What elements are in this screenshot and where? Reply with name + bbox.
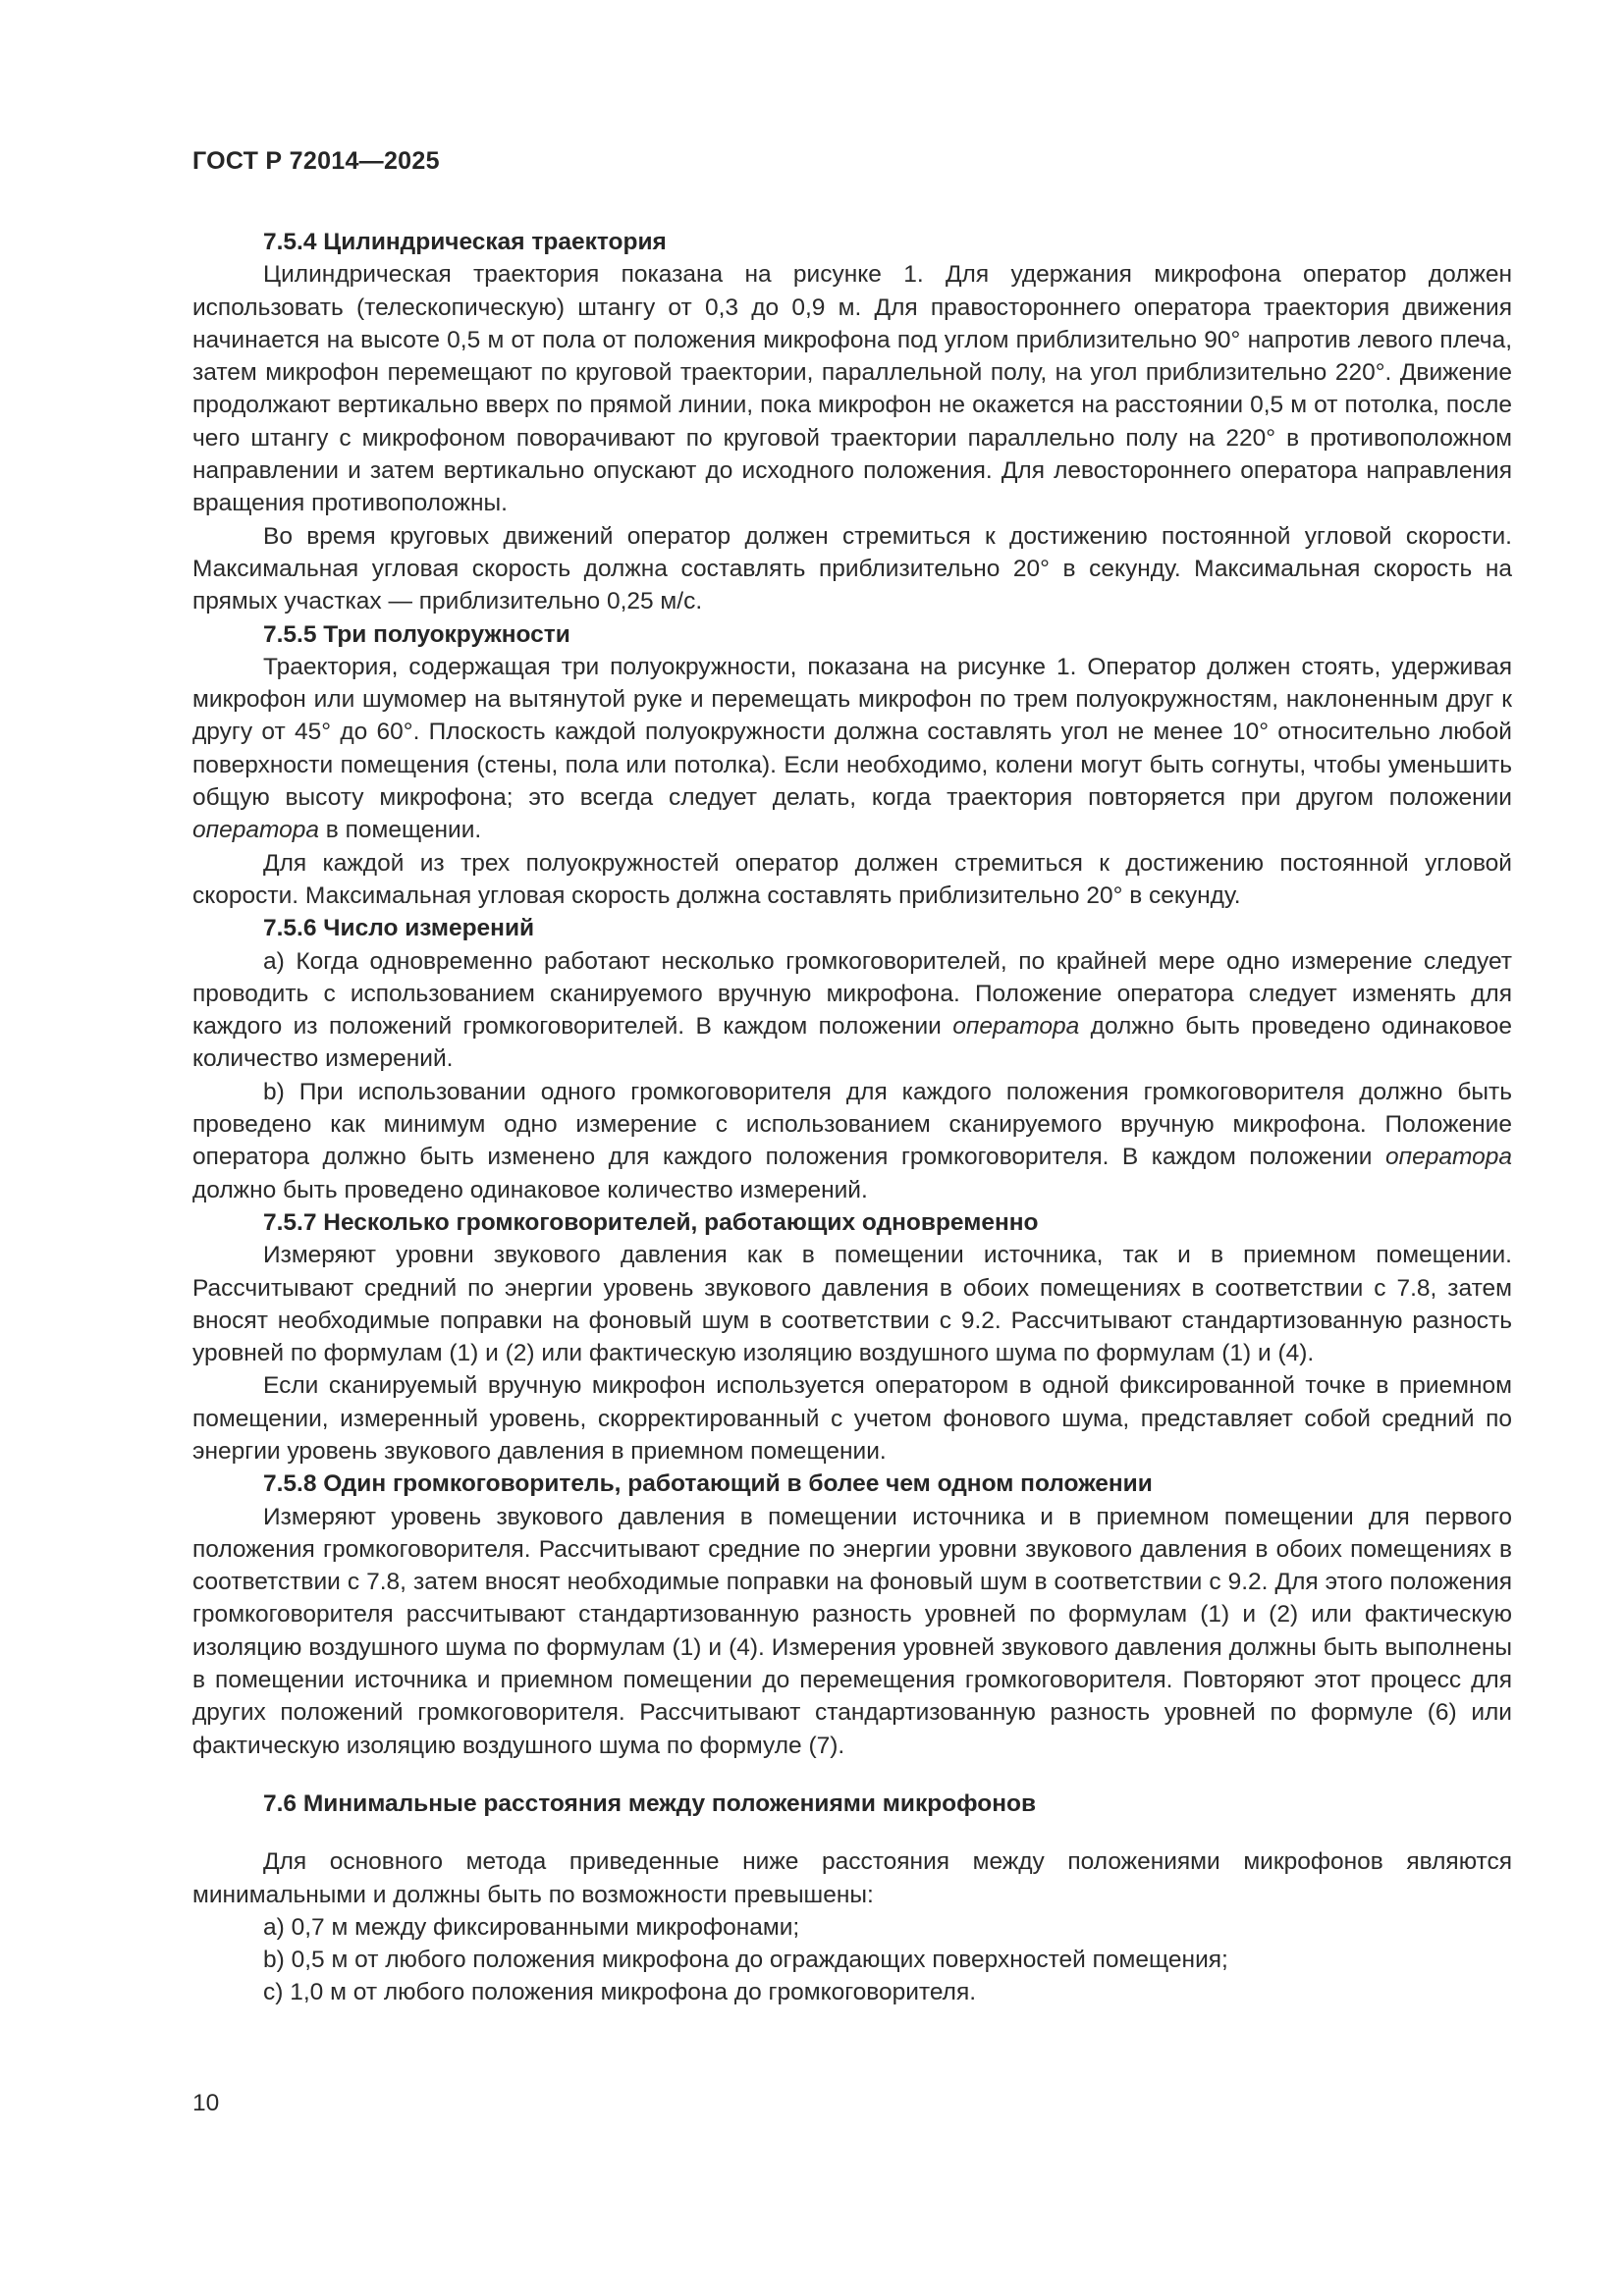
text-run: в помещении. [319, 817, 482, 844]
text-run: должно быть проведено одинаковое количество измерений. [192, 1013, 1512, 1073]
paragraph-7-5-4-2: Во время круговых движений оператор должен стремиться к достижению постоянной угловой скорости. Максимальная угловая скорость должна составлять приблизительно 20° в секунду. Максимальная скорость на прямых участках — приблизительно 0,25 м/с. [192, 522, 1512, 615]
heading-7-5-8: 7.5.8 Один громкоговоритель, работающий в более чем одном положении [263, 1470, 1153, 1498]
list-item-7-6-b: b) 0,5 м от любого положения микрофона до ограждающих поверхностей помещения; [263, 1947, 1228, 1974]
text-run: должно быть проведено одинаковое количество измерений. [192, 1176, 868, 1203]
list-item-7-6-a: a) 0,7 м между фиксированными микрофонами; [263, 1913, 800, 1941]
paragraph-7-5-5-1 [192, 651, 1512, 847]
paragraph-7-5-4-1: Цилиндрическая траектория показана на рисунке 1. Для удержания микрофона оператор должен использовать (телескопическую) штангу от 0,3 до 0,9 м. Для правостороннего оператора траектория движения начинается на высоте 0,5 м от пола от положения микрофона под углом приблизительно 90° напротив левого плеча, затем микрофон перемещают по круговой траектории, параллельной полу, на угол приблизительно 220°. Движение продолжают вертикально вверх по прямой линии, пока микрофон не окажется на расстоянии 0,5 м от потолка, после чего штангу с микрофоном поворачивают по круговой траектории параллельно полу на 220° в противоположном направлении и затем вертикально опускают до исходного положения. Для левостороннего оператора направления вращения противоположны. [192, 261, 1512, 517]
page-number: 10 [192, 2090, 220, 2116]
heading-7-5-5: 7.5.5 Три полуокружности [263, 620, 570, 648]
heading-7-5-7: 7.5.7 Несколько громкоговорителей, работающих одновременно [263, 1208, 1039, 1236]
paragraph-7-5-7-2: Если сканируемый вручную микрофон используется оператором в одной фиксированной точке в приемном помещении, измеренный уровень, скорректированный с учетом фонового шума, представляет собой средний по энергии уровень звукового давления в приемном помещении. [192, 1372, 1512, 1465]
heading-7-6: 7.6 Минимальные расстояния между положениями микрофонов [263, 1789, 1037, 1817]
page-content [192, 226, 1512, 2009]
text-run: b) При использовании одного громкоговорителя для каждого положения громкоговорителя должно быть проведено как минимум одно измерение с использованием сканируемого вручную микрофона. Положение оператора должно быть изменено для каждого положения громкоговорителя. В каждом положении [192, 1078, 1512, 1171]
heading-7-5-4: 7.5.4 Цилиндрическая траектория [263, 229, 667, 255]
heading-7-5-6: 7.5.6 Число измерений [263, 915, 535, 942]
paragraph-7-5-5-2: Для каждой из трех полуокружностей оператор должен стремиться к достижению постоянной угловой скорости. Максимальная угловая скорость должна составлять приблизительно 20° в секунду. [192, 849, 1512, 909]
emphasis-operator: оператора [952, 1013, 1080, 1041]
list-item-7-5-6-a [192, 945, 1512, 1076]
paragraph-7-6-intro: Для основного метода приведенные ниже расстояния между положениями микрофонов являются минимальными и должны быть по возможности превышены: [192, 1848, 1512, 1908]
list-item-7-5-6-b [192, 1076, 1512, 1206]
paragraph-7-5-7-1: Измеряют уровни звукового давления как в помещении источника, так и в приемном помещении. Рассчитывают средний по энергии уровень звукового давления в обоих помещениях в соответствии с 7.8, затем вносят необходимые поправки на фоновый шум в соответствии с 9.2. Рассчитывают стандартизованную разность уровней по формулам (1) и (2) или фактическую изоляцию воздушного шума по формулам (1) и (4). [192, 1242, 1512, 1367]
emphasis-operator: оператора [1385, 1144, 1512, 1171]
text-run: a) Когда одновременно работают несколько громкоговорителей, по крайней мере одно измерение следует проводить с использованием сканируемого вручную микрофона. Положение оператора следует изменять для каждого из положений громкоговорителей. В каждом положении [192, 947, 1512, 1041]
paragraph-7-5-8-1: Измеряют уровень звукового давления в помещении источника и в приемном помещении для первого положения громкоговорителя. Рассчитывают средние по энергии уровни звукового давления в обоих помещениях в соответствии с 7.8, затем вносят необходимые поправки на фоновый шум в соответствии с 9.2. Для этого положения громкоговорителя рассчитывают стандартизованную разность уровней по формулам (1) и (2) или фактическую изоляцию воздушного шума по формулам (1) и (4). Измерения уровней звукового давления должны быть выполнены в помещении источника и приемном помещении до перемещения громкоговорителя. Повторяют этот процесс для других положений громкоговорителя. Рассчитывают стандартизованную разность уровней по формуле (6) или фактическую изоляцию воздушного шума по формуле (7). [192, 1503, 1512, 1759]
text-run: Траектория, содержащая три полуокружности, показана на рисунке 1. Оператор должен стоять, удерживая микрофон или шумомер на вытянутой руке и перемещать микрофон по трем полуокружностям, наклоненным друг к другу от 45° до 60°. Плоскость каждой полуокружности должна составлять угол не менее 10° относительно любой поверхности помещения (стены, пола или потолка). Если необходимо, колени могут быть согнуты, чтобы уменьшить общую высоту микрофона; это всегда следует делать, когда траектория повторяется при другом положении [192, 653, 1512, 812]
standard-code-header: ГОСТ Р 72014—2025 [192, 147, 440, 175]
emphasis-operator: оператора [192, 817, 319, 844]
list-item-7-6-c: c) 1,0 м от любого положения микрофона до громкоговорителя. [263, 1979, 977, 2006]
